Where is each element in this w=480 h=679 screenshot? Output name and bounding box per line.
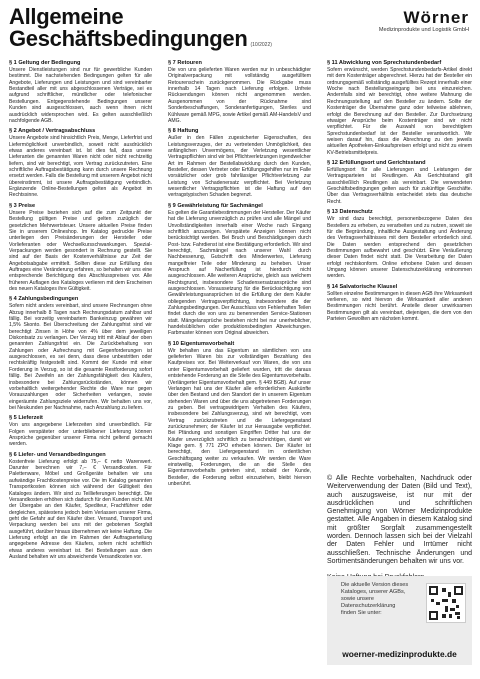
brand-name: Wörner [403, 8, 469, 27]
column-right [327, 60, 472, 326]
brand-subtitle: Medizinprodukte und Logistik GmbH [378, 27, 469, 33]
section-heading: § 14 Salvatorische Klausel [327, 283, 398, 290]
section-heading: § 5 Lieferzeit [9, 415, 43, 422]
section-6 [9, 452, 152, 561]
brand-logo [379, 9, 469, 34]
section-1 [9, 60, 152, 124]
section-text: Die von uns gelieferten Waren werden nur in unbeschädigter Originalverpackung mit vollständig ausgefülltem Retourenschein zurückgenommen. Die Rückgabe muss innerhalb 14 Tagen nach Lieferung erfolgen. Unfreie Rücksendungen können nicht angenommen werden. Ausgenommen von der Rücknahme sind Sonderbeschaffungen, Sonderanfertigungen, Steriles und Kühlware gemäß MPG, sowie Artikel gemäß AM-HandelsV und AMG. [168, 67, 311, 124]
section-10 [168, 341, 311, 488]
copyright-notice [327, 475, 472, 583]
section-heading: § 12 Erfüllungsort und Gerichtsstand [327, 159, 426, 166]
section-heading: § 9 Gewährleistung für Sachmängel [168, 202, 263, 209]
section-9 [168, 203, 311, 337]
section-11 [327, 60, 472, 156]
section-7 [168, 60, 311, 124]
section-text: Wir sind dazu berechtigt, personenbezogene Daten des Bestellers zu erheben, zu verarbeiten und zu nutzen, soweit sie für die Begründung, inhaltliche Ausgestaltung und Änderung des Vertragsverhältnisses mit dem Besteller erforderlich sind. Die Daten werden entsprechend den gesetzlichen Bestimmungen aufbewahrt und geschützt. Eine Veräußerung dieser Daten findet nicht statt. Die Verarbeitung der Daten erfolgt rechtskonform. Online erhobene Daten und dessen Umgang können unserer Datenschutzerklärung entnommen werden. [327, 216, 472, 280]
section-heading: § 2 Angebot / Vertragsabschluss [9, 128, 96, 135]
section-text: Sofern erwünscht, werden Sprechstundenbedarfs-Artikel direkt mit dem Kostenträger abgerechnet. Hierzu hat der Besteller ein ordnungsgemäß vollständig ausgefülltes Rezept innerhalb einer Woche nach Bestellungseingang bei uns einzureichen. Andernfalls sind wir berechtigt, ohne weitere Mahnung die Rechnungsstellung auf den Besteller zu ändern. Sollte der Kostenträger die Übernahme ganz oder teilweise ablehnen, erfolgt die Berechnung auf den Besteller. Zur Durchsetzung etwaiger Ansprüche beim Kostenträger sind wir nicht verpflichtet. Für die Auswahl von berechtigtem Sprechstundenbedarf ist der Besteller verantwortlich. Wir weisen darauf hin, dass die Abrechnung zu den jeweils aktuellen Apotheken-Einkaufspreisen erfolgt und nicht zu einem KV-Betriebsmittelpreis. [327, 67, 472, 156]
website-link[interactable]: woerner-medizinprodukte.de [342, 649, 457, 659]
qr-code-icon [426, 583, 466, 623]
title-line-1: Allgemeine [9, 4, 124, 29]
column-left [9, 60, 152, 564]
section-heading: § 7 Retouren [168, 60, 202, 66]
section-text: Erfüllungsort für alle Lieferungen und Leistungen der Vertragsparteien ist Reutlingen. Als Gerichtsstand gilt ausschließlich Reutlingen als vereinbart. Die verwendeten Geschäftsbedingungen gelten auch für zukünftige Geschäfte. Über das Vertragsverhältnis entscheidet stets das deutsche Recht. [327, 167, 472, 205]
section-12 [327, 160, 472, 205]
section-text: Sofern nicht anders vereinbart, sind unsere Rechnungen ohne Abzug innerhalb 8 Tagen nach Rechnungsdatum zahlbar und fällig. Bei vorzeitig vereinbartem Bankeinzug gewähren wir 1,5% Skonto. Bei Überschreitung der Zahlungsfrist sind wir berechtigt Zinsen in Höhe von 4% über dem jeweiligen Diskontsatz zu verlangen. Der Verzug tritt mit Ablauf der oben genannten Zahlungsfrist ein. Die Zurückbehaltung von Zahlungen oder Aufrechnung mit Gegenforderungen ist ausgeschlossen, es sei denn, dass diese unbestritten oder rechtskräftig festgestellt sind. Kommt der Kunde mit einer Forderung in Verzug, so ist die gesamte Restforderung sofort fällig. Bei Zweifeln an der Zahlungsfähigkeit des Käufers, insbesondere bei Zahlungsrückständen, können wir vorbehaltlich weitergehender Rechte die Ware nur gegen Vorauszahlungen oder Sicherheiten verlangen, sowie eingeräumte Zahlungsziele widerrufen. Wir behalten uns vor, bei Neukunden per Nachnahme, nach Anzahlung zu liefern. [9, 303, 152, 411]
section-text: Von uns angegebene Lieferzeiten sind unverbindlich. Für Folgen verspäteter oder unterbliebener Lieferung können Ansprüche gegenüber unserer Firma nicht geltend gemacht werden. [9, 422, 152, 448]
section-text: Kostenfreie Lieferung erfolgt ab 75,– € netto Warenwert. Darunter berechnen wir 7,– € Versandkosten. Für Palettenware, Möbel und Großgeräte behalten wir uns aufwändige Frachtkostenpreise vor. Die im Katalog genannten Transportkosten können sich während der Gültigkeit des Kataloges ändern. Wir sind zu Teillieferungen berechtigt. Die Versandkosten erhöhen sich dadurch für den Kunden nicht. Mit der Übergabe an den Käufer, Spediteur, Frachtführer oder dergleichen, spätestens jedoch beim Verlassen unserer Firma, geht die Gefahr auf den Käufer über. Versand, Transport und Verpackung werden bei uns mit der gebotenen Sorgfalt ausgeführt, darüber hinaus übernehmen wir keine Haftung. Die Lieferung erfolgt an die im Rahmen der Auftragserteilung angegebene Adresse des Käufers, sofern nicht schriftlich etwas anderes vereinbart ist. Bei Bestellungen aus dem Ausland behalten wir uns abweichende Versandkosten vor. [9, 458, 152, 560]
section-3 [9, 203, 152, 293]
section-text: Außer in den Fällen zugesicherter Eigenschaften, des Leistungsverzuges, der zu vertretenden Unmöglichkeit, des anfänglichen Unvermögens, der Verletzung wesentlicher Vertragspflichten sind wir bei Pflichtverletzungen irgendwelcher Art im Rahmen der Bestellabwicklung durch den Kunden, Besteller, dessen Vertreter oder Erfüllungsgehilfen nur im Falle vorsätzlicher oder grob fahrlässiger Pflichtverletzung zur Leistung von Schadenersatz verpflichtet. Bei Verletzung wesentlicher Vertragspflichten ist die Haftung auf den vertragstypischen Schaden begrenzt. [168, 135, 311, 199]
section-heading: § 4 Zahlungsbedingungen [9, 296, 79, 303]
title-line-2 [9, 28, 309, 56]
section-text: Unsere Preise beziehen sich auf die zum Zeitpunkt der Bestellung gültigen Preise und gelten zuzüglich der gesetzlichen Mehrwertsteuer. Unsere aktuellen Preise finden Sie in unserem Onlineshop. Im Katalog gedruckte Preise unterliegen den Preisänderungen der Hersteller oder Vorlieferanten oder Wechselkursschwankungen. Spezial-Verpackungen werden gesondert in Rechnung gestellt. Sie sind auf der Basis der Kostenverhältnisse zur Zeit der Angebotsabgabe ermittelt. Sollten diese zur Erfüllung des Auftrages eine Veränderung erfahren, so behalten wir uns eine entsprechende Berichtigung des Abschlusspreises vor. Alle früheren Auflagen des Kataloges verlieren mit dem Erscheinen des neuen Kataloges ihre Gültigkeit. [9, 209, 152, 292]
section-4 [9, 296, 152, 411]
version-label: (10/2022) [250, 42, 272, 48]
info-box [327, 576, 472, 665]
section-text: Wir behalten uns das Eigentum an sämtlichen von uns gelieferten Waren bis zur vollständigen Bezahlung des Kaufpreises vor. Bei Weiterverkauf von Waren, die von uns unter Eigentumsvorbehalt geliefert wurden, tritt die daraus entstehende Forderung an die Stelle des Eigentumsvorbehalts. (Verlängerter Eigentumsvorbehalt gem. § 449 BGB). Auf unser Verlangen hat uns der Käufer alle erforderlichen Auskünfte über den Bestand und den Standort der in unserem Eigentum stehenden Waren und über die uns abgetretenen Forderungen zu geben. Bei vertragswidrigem Verhalten des Käufers, insbesondere bei Zahlungsverzug, sind wir berechtigt, vom Vertrag zurückzutreten und die Liefergegenstand zurückzunehmen; der Käufer ist zur Herausgabe verpflichtet. Bei Pfändung und sonstigen Eingriffen Dritter hat uns der Käufer unverzüglich schriftlich zu benachrichtigen, damit wir Klage gem. § 771 ZPO erheben können. Der Käufer ist berechtigt, den Liefergegenstand im ordentlichen Geschäftsgang weiter zu verkaufen. Wir werden die Ware einstweilig, Forderungen, die an die Stelle des Eigentumsvorbehalts getreten sind, sobald der Kunde, Besteller, die Forderung selbst einzuziehen, bleibt hiervon unberührt. [168, 347, 311, 487]
section-text: Unsere Angebote sind hinsichtlich Preis, Menge, Lieferfrist und Liefermöglichkeit unverbindlich, soweit nicht ausdrücklich etwas anderes vereinbart ist. Ist dies fall, dass unsere Lieferanten die genannten Waren nicht oder nicht rechtzeitig liefern, sind wir berechtigt, vom Vertrag zurückzutreten. Eine schriftliche Auftragsbestätigung kann durch unsere Rechnung ersetzt werden. Falls die Bestellung mit unserem Angebot nicht übereinstimmt, ist unsere Auftragsbestätigung verbindlich. Ergänzende Online-Bestellungen gelten als Angebot im Rechtssinne. [9, 135, 152, 199]
section-text: Sollten einzelne Bestimmungen in diesen AGB ihre Wirksamkeit verlieren, so wird hiervon die Wirksamkeit aller anderen Bestimmungen nicht berührt. Anstelle dieser unwirksamen Bestimmungen gilt als vereinbart, diejenigen, die dem von den Parteien Gewollten am nächsten kommt. [327, 290, 472, 323]
section-5 [9, 415, 152, 447]
section-text: Unsere Dienstleistungen sind nur für gewerbliche Kunden bestimmt. Die nachstehenden Bedingungen gelten für alle Angebote, Lieferungen und Leistungen und sind vereinbarter Bestandteil aller mit uns abgeschlossenen Verträge, sei es aufgrund schriftlicher, mündlicher oder telefonischer Bestellungen. Entgegenstehende Bedingungen unserer Kunden sind ausgeschlossen, auch wenn ihnen nicht ausdrücklich widersprochen wird. Es gelten ausschließlich nachfolgende AGB. [9, 67, 152, 124]
section-8 [168, 128, 311, 199]
copyright-text: © Alle Rechte vorbehalten, Nachdruck oder Weiterverwendung der Daten (Bild und Text), auch auszugsweise, ist nur mit der ausdrücklichen und schriftlichen Genehmigung von Wörner Medizinprodukte gestattet. Alle Angaben in diesem Katalog sind mit größter Sorgfalt zusammengestellt worden. Dennoch lassen sich bei der Vielzahl der Daten Fehler und Irrtümer nicht ausschließen. Technische Änderungen und Sortimentsänderungen behalten wir uns vor. [327, 475, 472, 565]
section-heading: § 6 Liefer- und Versandbedingungen [9, 451, 106, 458]
column-middle [168, 60, 311, 491]
info-text: Die aktuelle Version dieses Kataloges, unserer AGBs, sowie unsere Datenschutzerklärung finden Sie unter: [341, 582, 409, 616]
section-13 [327, 209, 472, 280]
section-heading: § 10 Eigentumsvorbehalt [168, 340, 235, 347]
title-line-2-text: Geschäftsbedingungen [9, 26, 248, 51]
section-heading: § 8 Haftung [168, 128, 199, 135]
section-text: Es gelten die Garantiebestimmungen der Hersteller. Der Käufer hat die Lieferung unverzüglich zu prüfen und alle Mängel und Unvollständigkeiten innerhalb einer Woche nach Eingang schriftlich anzuzeigen. Verspätete Anzeigen können nicht berücksichtigt werden. Bei Bruch und Beschädigungen durch Post- bzw. Fahrdienst ist eine Bestätigung erforderlich. Wir sind berechtigt, Sachmängel nach unserer Wahl durch Nachbesserung, Gutschrift des Minderwertes, Lieferung mangelfreier Teile oder Minderung zu beheben. Unser Anspruch auf Nacherfüllung ist hierdurch nicht ausgeschlossen. Alle weiteren Ansprüche, gleich aus welchem Rechtsgrund, insbesondere Schadensersatzansprüche sind ausgeschlossen. Voraussetzung für die Berücksichtigung von Gewährleistungsansprüchen ist die Erfüllung der dem Käufer obliegenden Vertragsverpflichtung, insbesondere die der Zahlungsbedingungen. Der Ausschluss von Fehlerhaften Teilen findet durch die von uns zu benennenden Service-Stationen statt. Mängelansprüche bestehen nicht bei nur unerheblicher, handelsüblichen oder produktionsbedingten Abweichungen. Farbmuster können vom Original abweichen. [168, 209, 311, 337]
section-heading: § 13 Datenschutz [327, 209, 373, 216]
section-14 [327, 284, 472, 323]
section-heading: § 1 Geltung der Bedingung [9, 60, 81, 66]
section-2 [9, 128, 152, 199]
document-title [9, 6, 309, 56]
section-heading: § 11 Abwicklung von Sprechstundenbedarf [327, 60, 442, 66]
section-heading: § 3 Preise [9, 202, 36, 209]
